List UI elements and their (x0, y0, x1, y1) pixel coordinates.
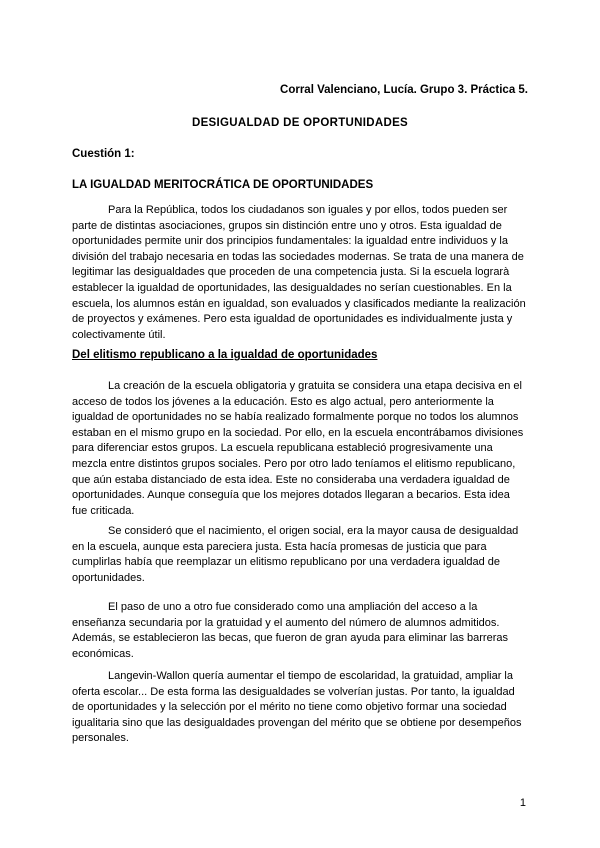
paragraph-1: Para la República, todos los ciudadanos son iguales y por ellos, todos pueden ser parte de distintas asociaciones, grupos sin distinción entre uno y otros. Esta igualdad de oportunidades permite unir dos principios fundamentales: la igualdad entre individuos y la división del trabajo necesaria en todas las sociedades modernas. Se trata de una manera de legitimar las desigualdades que proceden de una competencia justa. Si la escuela lograrà establecer la igualdad de oportunidades, las desigualdades no serían cuestionables. En la escuela, los alumnos están en igualdad, son evaluados y clasificados mediante la realización de proyectos y exámenes. Pero esta igualdad de oportunidades es individualmente justa y colectivamente útil. (72, 204, 526, 341)
document-title: DESIGUALDAD DE OPORTUNIDADES (191, 117, 409, 129)
page-number: 1 (519, 797, 526, 809)
paragraph-2: La creación de la escuela obligatoria y gratuita se considera una etapa decisiva en el acceso de todos los jóvenes a la educación. Esto es algo actual, pero anteriormente la igualdad de oportunidades no se había realizado formalmente porque no todos los alumnos estaban en el mismo grupo en la sociedad. Por ello, en la escuela encontrábamos divisiones para diferenciar estos grupos. La escuela republicana estableció progresivamente una mezcla entre distintos grupos sociales. Pero por otro lado teníamos el elitismo republicano, que aún estaba distanciado de esta idea. Este no consideraba una verdadera igualdad de oportunidades. Aunque conseguía que los mejores dotados llegaran a becarios. Esta idea fue criticada. (72, 380, 524, 517)
paragraph-4: El paso de uno a otro fue considerado como una ampliación del acceso a la enseñanza secundaria por la gratuidad y el aumento del número de alumnos admitidos. Además, se establecieron las becas, que fueron de gran ayuda para eliminar las barreras económicas. (72, 601, 508, 660)
section-heading: LA IGUALDAD MERITOCRÁTICA DE OPORTUNIDADES (72, 179, 374, 191)
question-label: Cuestión 1: (72, 148, 135, 160)
author-header: Corral Valenciano, Lucía. Grupo 3. Práctica 5. (280, 84, 528, 96)
paragraph-5: Langevin-Wallon quería aumentar el tiempo de escolaridad, la gratuidad, ampliar la oferta escolar... De esta forma las desigualdades se volverían justas. Por tanto, la igualdad de oportunidades y la selección por el mérito no tiene como objetivo formar una sociedad igualitaria sino que las desigualdades provengan del mérito que se obtiene por desempeños personales. (72, 670, 522, 745)
paragraph-3: Se consideró que el nacimiento, el origen social, era la mayor causa de desigualdad en la escuela, aunque esta pareciera justa. Esta hacía promesas de justicia que para cumplirlas había que reemplazar un elitismo republicano por una verdadera igualdad de oportunidades. (72, 525, 519, 584)
subheading: Del elitismo republicano a la igualdad de oportunidades (72, 349, 378, 361)
